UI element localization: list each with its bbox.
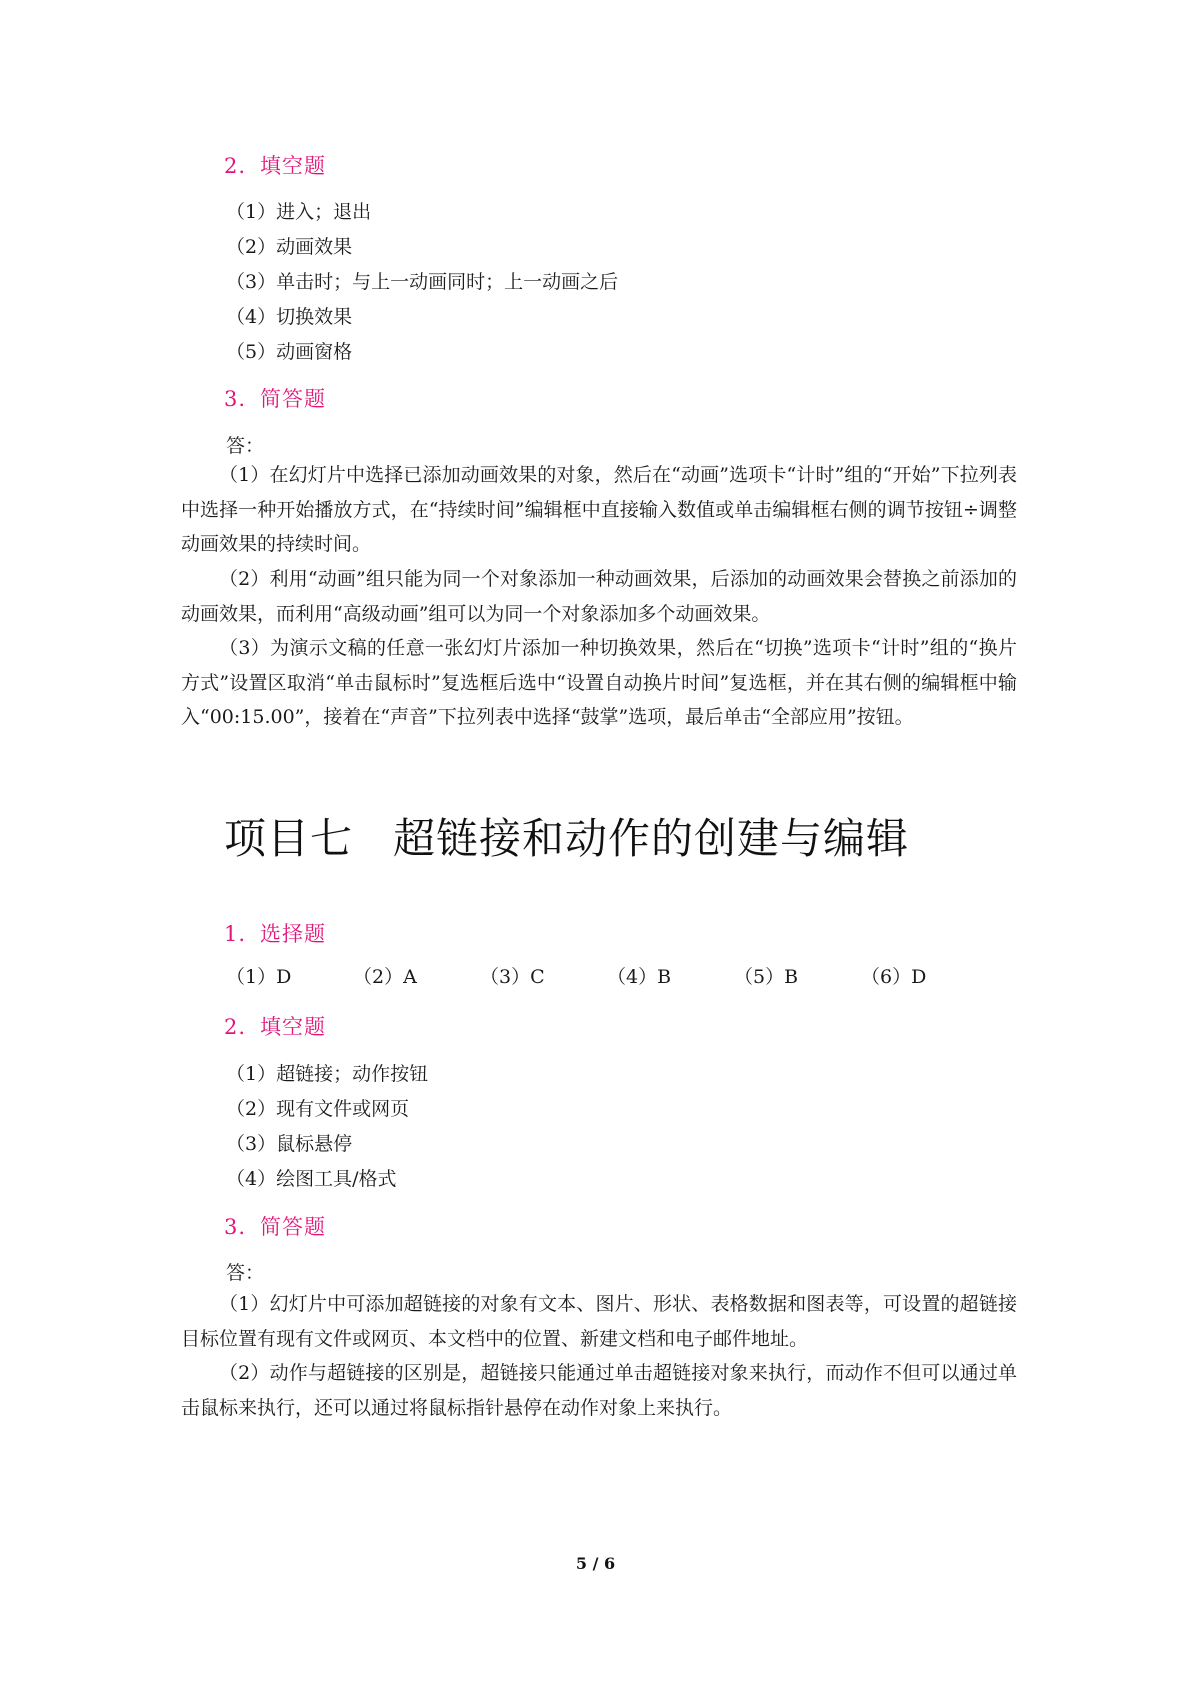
section-heading-short <box>224 1211 326 1241</box>
choice-answer: （2）A <box>353 966 417 988</box>
heading-title: 填空题 <box>260 154 327 178</box>
choice-answer: （1）D <box>226 966 292 988</box>
choice-answer: （3）C <box>480 966 545 988</box>
answer-line: （5）动画窗格 <box>226 341 353 363</box>
answer-paragraph: （3）为演示文稿的任意一张幻灯片添加一种切换效果，然后在“切换”选项卡“计时”组的“换片方式”设置区取消“单击鼠标时”复选框后选中“设置自动换片时间”复选框，并在其右侧的编辑框中输入“00:15.00”，接着在“声音”下拉列表中选择“鼓掌”选项，最后单击“全部应用”按钮。 <box>181 637 1017 728</box>
section-heading-choice <box>224 918 326 948</box>
answer-line: （2）动画效果 <box>226 236 353 258</box>
project-title <box>224 806 909 866</box>
heading-title: 选择题 <box>260 922 327 946</box>
heading-number: 3. <box>224 387 247 411</box>
answer-line: （3）单击时；与上一动画同时；上一动画之后 <box>226 271 619 293</box>
answer-line: （3）鼠标悬停 <box>226 1133 353 1155</box>
answer-line: （1）进入；退出 <box>226 201 372 223</box>
answer-label: 答： <box>226 435 265 457</box>
answer-line: （1）超链接；动作按钮 <box>226 1063 429 1085</box>
answer-paragraph: （2）利用“动画”组只能为同一个对象添加一种动画效果，后添加的动画效果会替换之前添加的动画效果，而利用“高级动画”组可以为同一个对象添加多个动画效果。 <box>181 568 1017 625</box>
heading-number: 3. <box>224 1215 247 1239</box>
section-heading-fill <box>224 150 326 180</box>
answer-paragraph: （2）动作与超链接的区别是，超链接只能通过单击超链接对象来执行，而动作不但可以通过单击鼠标来执行，还可以通过将鼠标指针悬停在动作对象上来执行。 <box>181 1362 1017 1419</box>
project-label: 项目七 <box>224 814 354 863</box>
heading-title: 填空题 <box>260 1015 327 1039</box>
answer-line: （4）切换效果 <box>226 306 353 328</box>
answer-label: 答： <box>226 1262 265 1284</box>
answer-line: （2）现有文件或网页 <box>226 1098 410 1120</box>
answer-paragraph: （1）在幻灯片中选择已添加动画效果的对象，然后在“动画”选项卡“计时”组的“开始”下拉列表中选择一种开始播放方式，在“持续时间”编辑框中直接输入数值或单击编辑框右侧的调节按钮÷调整动画效果的持续时间。 <box>181 464 1017 555</box>
page-number: 5 / 6 <box>575 1554 616 1573</box>
heading-number: 2. <box>224 1015 247 1039</box>
heading-title: 简答题 <box>260 1215 327 1239</box>
choice-answer: （5）B <box>734 966 799 988</box>
section-heading-short <box>224 383 326 413</box>
heading-number: 1. <box>224 922 247 946</box>
project-name: 超链接和动作的创建与编辑 <box>393 814 910 863</box>
heading-number: 2. <box>224 154 247 178</box>
heading-title: 简答题 <box>260 387 327 411</box>
answer-line: （4）绘图工具/格式 <box>226 1168 397 1190</box>
section-heading-fill <box>224 1011 326 1041</box>
choice-answer: （4）B <box>607 966 672 988</box>
answer-paragraph: （1）幻灯片中可添加超链接的对象有文本、图片、形状、表格数据和图表等，可设置的超链接目标位置有现有文件或网页、本文档中的位置、新建文档和电子邮件地址。 <box>181 1293 1017 1350</box>
choice-answer: （6）D <box>861 966 927 988</box>
